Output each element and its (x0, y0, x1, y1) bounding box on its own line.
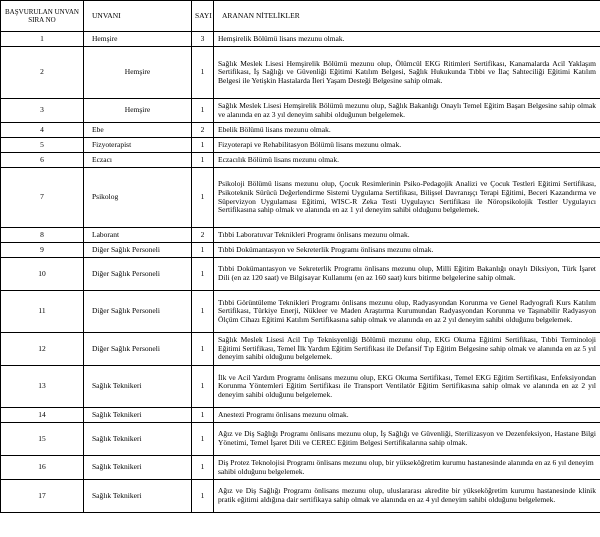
row-sayi: 1 (192, 153, 214, 168)
table-row (1, 32, 600, 47)
row-sayi: 1 (192, 408, 214, 423)
row-nitelikler: Tıbbi Dokümantasyon ve Sekreterlik Programı önlisans mezunu olup, Milli Eğitim Bakanlığı onaylı Diksiyon, Türk İşaret Dili (en az 120 saat) ve Bilgisayar Kullanımı (en az 160 saat) kurs bitirme belgelerine sahip olmak. (214, 258, 600, 291)
table-header-row (1, 1, 600, 32)
row-sayi: 1 (192, 456, 214, 480)
header-sira-no: BAŞVURULAN UNVAN SIRA NO (1, 1, 84, 32)
row-sayi: 1 (192, 291, 214, 333)
table-row (1, 47, 600, 99)
row-no: 11 (1, 291, 84, 333)
row-unvan: Diğer Sağlık Personeli (84, 243, 192, 258)
row-nitelikler: Tıbbi Laboratuvar Teknikleri Programı önlisans mezunu olmak. (214, 228, 600, 243)
table-row (1, 243, 600, 258)
table-row (1, 423, 600, 456)
row-no: 14 (1, 408, 84, 423)
row-unvan: Hemşire (84, 47, 192, 99)
header-sayi: SAYI (192, 1, 214, 32)
row-unvan: Diğer Sağlık Personeli (84, 333, 192, 366)
row-no: 4 (1, 123, 84, 138)
row-nitelikler: Fizyoterapi ve Rehabilitasyon Bölümü lisans mezunu olmak. (214, 138, 600, 153)
row-no: 1 (1, 32, 84, 47)
row-unvan: Hemşire (84, 32, 192, 47)
row-nitelikler: Tıbbi Görüntüleme Teknikleri Programı önlisans mezunu olup, Radyasyondan Korunma ve Genel Radyografi Kurs Katılım Sertifikası, Türkiye Enerji, Nükleer ve Maden Araştırma Kurumundan Radyasyondan Korunma ve Taşınabilir Radyasyon Ölçüm Cihazı Eğitimi Katılım Sertifikasına sahip olmak ve alanında en az 2 yıl deneyim sahibi olduğunu belgelemek. (214, 291, 600, 333)
row-unvan: Sağlık Teknikeri (84, 423, 192, 456)
row-unvan: Eczacı (84, 153, 192, 168)
row-sayi: 1 (192, 333, 214, 366)
header-unvani: UNVANI (84, 1, 192, 32)
row-nitelikler: Ağız ve Diş Sağlığı Programı önlisans mezunu olup, uluslararası akredite bir yükseköğretim kurumu hastanesinde klinik pratik eğitimi aldığına dair sertifikaya sahip olmak ve alanında en az 4 yıl deneyim sahibi olduğunu belgelemek. (214, 480, 600, 513)
table-row (1, 138, 600, 153)
row-unvan: Sağlık Teknikeri (84, 480, 192, 513)
row-nitelikler: Sağlık Meslek Lisesi Acil Tıp Teknisyenliği Bölümü mezunu olup, EKG Okuma Eğitimi Sertifikası, Tıbbi Terminoloji Eğitimi Sertifikası, Temel İlk Yardım Eğitim Sertifikası ile Defansif Tıp Eğitim Belgesine sahip olmak ve alanında en az 5 yıl deneyim sahibi olduğunu belgelemek. (214, 333, 600, 366)
row-sayi: 1 (192, 258, 214, 291)
row-no: 15 (1, 423, 84, 456)
row-nitelikler: Ebelik Bölümü lisans mezunu olmak. (214, 123, 600, 138)
row-no: 2 (1, 47, 84, 99)
row-nitelikler: Tıbbi Dokümantasyon ve Sekreterlik Programı önlisans mezunu olmak. (214, 243, 600, 258)
row-sayi: 1 (192, 366, 214, 408)
row-sayi: 1 (192, 168, 214, 228)
table-row (1, 99, 600, 123)
table-row (1, 258, 600, 291)
row-unvan: Diğer Sağlık Personeli (84, 291, 192, 333)
row-unvan: Sağlık Teknikeri (84, 456, 192, 480)
table-row (1, 228, 600, 243)
row-sayi: 2 (192, 123, 214, 138)
row-nitelikler: Diş Protez Teknolojisi Programı önlisans mezunu olup, bir yükseköğretim kurumu hastanesinde alanında en az 6 yıl deneyim sahibi olduğunu belgelemek. (214, 456, 600, 480)
row-no: 10 (1, 258, 84, 291)
row-sayi: 2 (192, 228, 214, 243)
row-sayi: 1 (192, 243, 214, 258)
row-unvan: Diğer Sağlık Personeli (84, 258, 192, 291)
row-unvan: Ebe (84, 123, 192, 138)
row-sayi: 1 (192, 99, 214, 123)
row-sayi: 1 (192, 47, 214, 99)
row-nitelikler: Psikoloji Bölümü lisans mezunu olup, Çocuk Resimlerinin Psiko-Pedagojik Analizi ve Çocuk Testleri Eğitimi Sertifikası, Psikoteknik Sürücü Değerlendirme Sistemi Uygulama Sertifikası, Bilişsel Davranışçı Terapi Eğitimi, Beceri Kazandırma ve Süpervizyon Uygulaması Eğitimi, WISC-R Zeka Testi Uygulayıcı Sertifikası ile Nöropsikolojik Testler Uygulayıcı Sertifikasına sahip olmak ve alanında en az 1 yıl deneyim sahibi olduğunu belgelemek. (214, 168, 600, 228)
header-aranan-nitelikler: ARANAN NİTELİKLER (214, 1, 600, 32)
table-row (1, 153, 600, 168)
row-no: 12 (1, 333, 84, 366)
row-unvan: Psikolog (84, 168, 192, 228)
row-nitelikler: Eczacılık Bölümü lisans mezunu olmak. (214, 153, 600, 168)
row-unvan: Hemşire (84, 99, 192, 123)
table-row (1, 456, 600, 480)
table-row (1, 291, 600, 333)
row-no: 6 (1, 153, 84, 168)
table-row (1, 408, 600, 423)
row-no: 17 (1, 480, 84, 513)
row-unvan: Sağlık Teknikeri (84, 366, 192, 408)
row-nitelikler: İlk ve Acil Yardım Programı önlisans mezunu olup, EKG Okuma Sertifikası, Temel EKG Eğitim Sertifikası, Enfeksiyondan Korunma Yöntemleri Eğitim Sertifikası ile Transport Ventilatör Eğitim Sertifikasına sahip olmak ve alanında en az 2 yıl deneyim sahibi olduğunu belgelemek. (214, 366, 600, 408)
row-no: 13 (1, 366, 84, 408)
table-row (1, 168, 600, 228)
row-no: 8 (1, 228, 84, 243)
row-unvan: Fizyoterapist (84, 138, 192, 153)
table-row (1, 333, 600, 366)
row-nitelikler: Anestezi Programı önlisans mezunu olmak. (214, 408, 600, 423)
row-sayi: 1 (192, 480, 214, 513)
table-row (1, 366, 600, 408)
row-sayi: 1 (192, 138, 214, 153)
row-unvan: Sağlık Teknikeri (84, 408, 192, 423)
row-no: 3 (1, 99, 84, 123)
row-no: 9 (1, 243, 84, 258)
row-no: 5 (1, 138, 84, 153)
row-unvan: Laborant (84, 228, 192, 243)
row-no: 7 (1, 168, 84, 228)
row-nitelikler: Hemşirelik Bölümü lisans mezunu olmak. (214, 32, 600, 47)
row-nitelikler: Ağız ve Diş Sağlığı Programı önlisans mezunu olup, İş Sağlığı ve Güvenliği, Sterilizasyon ve Dezenfeksiyon, Hastane Bilgi Yönetimi, Temel İşaret Dili ve CEREC Eğitim Belgesi Sertifikalarına sahip olmak. (214, 423, 600, 456)
table-row (1, 480, 600, 513)
row-nitelikler: Sağlık Meslek Lisesi Hemşirelik Bölümü mezunu olup, Sağlık Bakanlığı Onaylı Temel Eğitim Başarı Belgesine sahip olmak ve alanında en az 3 yıl deneyim sahibi olduğunun belgelemek. (214, 99, 600, 123)
row-sayi: 3 (192, 32, 214, 47)
table-row (1, 123, 600, 138)
row-no: 16 (1, 456, 84, 480)
row-sayi: 1 (192, 423, 214, 456)
row-nitelikler: Sağlık Meslek Lisesi Hemşirelik Bölümü mezunu olup, Ölümcül EKG Ritimleri Sertifikası, Kanamalarda Acil Yaklaşım Sertifikası, İş Sağlığı ve Güvenliği Eğitimi Katılım Belgesi, Sağlık Hukukunda Tıbbi ve İlaç Sahteciliği Eğitimi Katılım Belgesi ile Yetişkin Hastalarda İleri Yaşam Desteği Belgesine sahip olmak. (214, 47, 600, 99)
